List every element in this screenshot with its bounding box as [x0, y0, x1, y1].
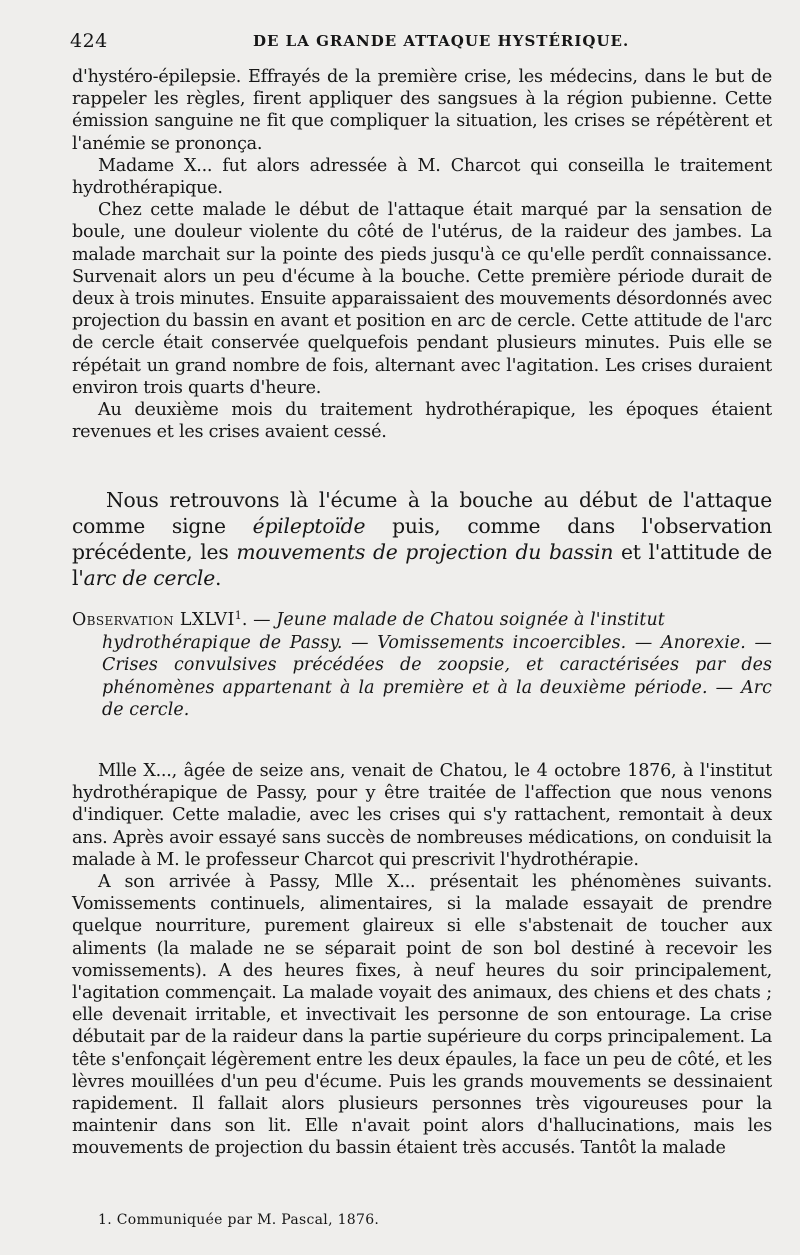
paragraph: Mlle X..., âgée de seize ans, venait de Chatou, le 4 octobre 1876, à l'institut hydrothérapique de Passy, pour y être traitée de l'affection que nous venons d'indiquer. Cette maladie, avec les crises qui s'y rattachent, remontait à deux ans. Après avoir essayé sans succès de nombreuses médications, on conduisit la malade à M. le professeur Charcot qui prescrivit l'hydrothérapie.	[72, 761, 772, 870]
emphasis: arc de cercle	[83, 566, 215, 590]
observation-summary: hydrothérapique de Passy. — Vomissements incoercibles. — Anorexie. — Crises convulsives précédées de zoopsie, et caractérisées par des phénomènes appartenant à la première et à la deuxième période. — Arc de cercle.	[102, 632, 772, 720]
footnote-mark: 1	[234, 609, 242, 622]
observation-title: Observation LXLVI$^1$. — Jeune malade de Chatou soignée à l'institut	[72, 609, 665, 630]
paragraph: A son arrivée à Passy, Mlle X... présentait les phénomènes suivants. Vomissements continuels, alimentaires, si la malade essayait de prendre quelque nourriture, purement glaireux si elle s'abstenait de toucher aux aliments (la malade ne se séparait point de son bol destiné à recevoir les vomissements). A des heures fixes, à neuf heures du soir principalement, l'agitation commençait. La malade voyait des animaux, des chiens et des chats ; elle devenait irritable, et invectivait les personne de son entourage. La crise débutait par de la raideur dans la partie supérieure du corps principalement. La tête s'enfonçait légèrement entre les deux épaules, la face un peu de côté, et les lèvres mouillées d'un peu d'écume. Puis les grands mouvements se dessinaient rapidement. Il fallait alors plusieurs personnes très vigoureuses pour la maintenir dans son lit. Elle n'avait point alors d'hallucinations, mais les mouvements de projection du bassin étaient très accusés. Tantôt la malade	[72, 872, 772, 1159]
commentary	[72, 487, 772, 591]
case-report	[72, 760, 772, 1160]
footnote: 1. Communiquée par M. Pascal, 1876.	[98, 1212, 380, 1228]
case-continuation	[72, 66, 772, 443]
observation-heading	[72, 609, 772, 722]
running-title: DE LA GRANDE ATTAQUE HYSTÉRIQUE.	[253, 32, 630, 50]
paragraph: d'hystéro-épilepsie. Effrayés de la première crise, les médecins, dans le but de rappeler les règles, firent appliquer des sangsues à la région pubienne. Cette émission sanguine ne fit que compliquer la situation, les crises se répétèrent et l'anémie se prononça.	[72, 67, 772, 154]
emphasis: mouvements de projection du bassin	[236, 540, 614, 564]
paragraph: Chez cette malade le début de l'attaque était marqué par la sensation de boule, une douleur violente du côté de l'utérus, de la raideur des jambes. La malade marchait sur la pointe des pieds jusqu'à ce qu'elle perdît connaissance. Survenait alors un peu d'écume à la bouche. Cette première période durait de deux à trois minutes. Ensuite apparaissaient des mouvements désordonnés avec projection du bassin en avant et position en arc de cercle. Cette attitude de l'arc de cercle était conservée quelquefois pendant plusieurs minutes. Puis elle se répétait un grand nombre de fois, alternant avec l'agitation. Les crises duraient environ trois quarts d'heure.	[72, 200, 772, 398]
commentary-paragraph: Nous retrouvons là l'écume à la bouche au début de l'attaque comme signe épileptoïde puis, comme dans l'observation précédente, les mouvements de projection du bassin et l'attitude de l'arc de cercle.	[72, 488, 772, 590]
paragraph: Madame X... fut alors adressée à M. Charcot qui conseilla le traitement hydrothérapique.	[72, 155, 772, 199]
paragraph: Au deuxième mois du traitement hydrothérapique, les époques étaient revenues et les crises avaient cessé.	[72, 400, 772, 443]
page-header	[70, 30, 770, 58]
observation-label: Observation LXLVI	[72, 610, 235, 630]
page-number: 424	[70, 30, 108, 52]
emphasis: épileptoïde	[252, 514, 366, 538]
